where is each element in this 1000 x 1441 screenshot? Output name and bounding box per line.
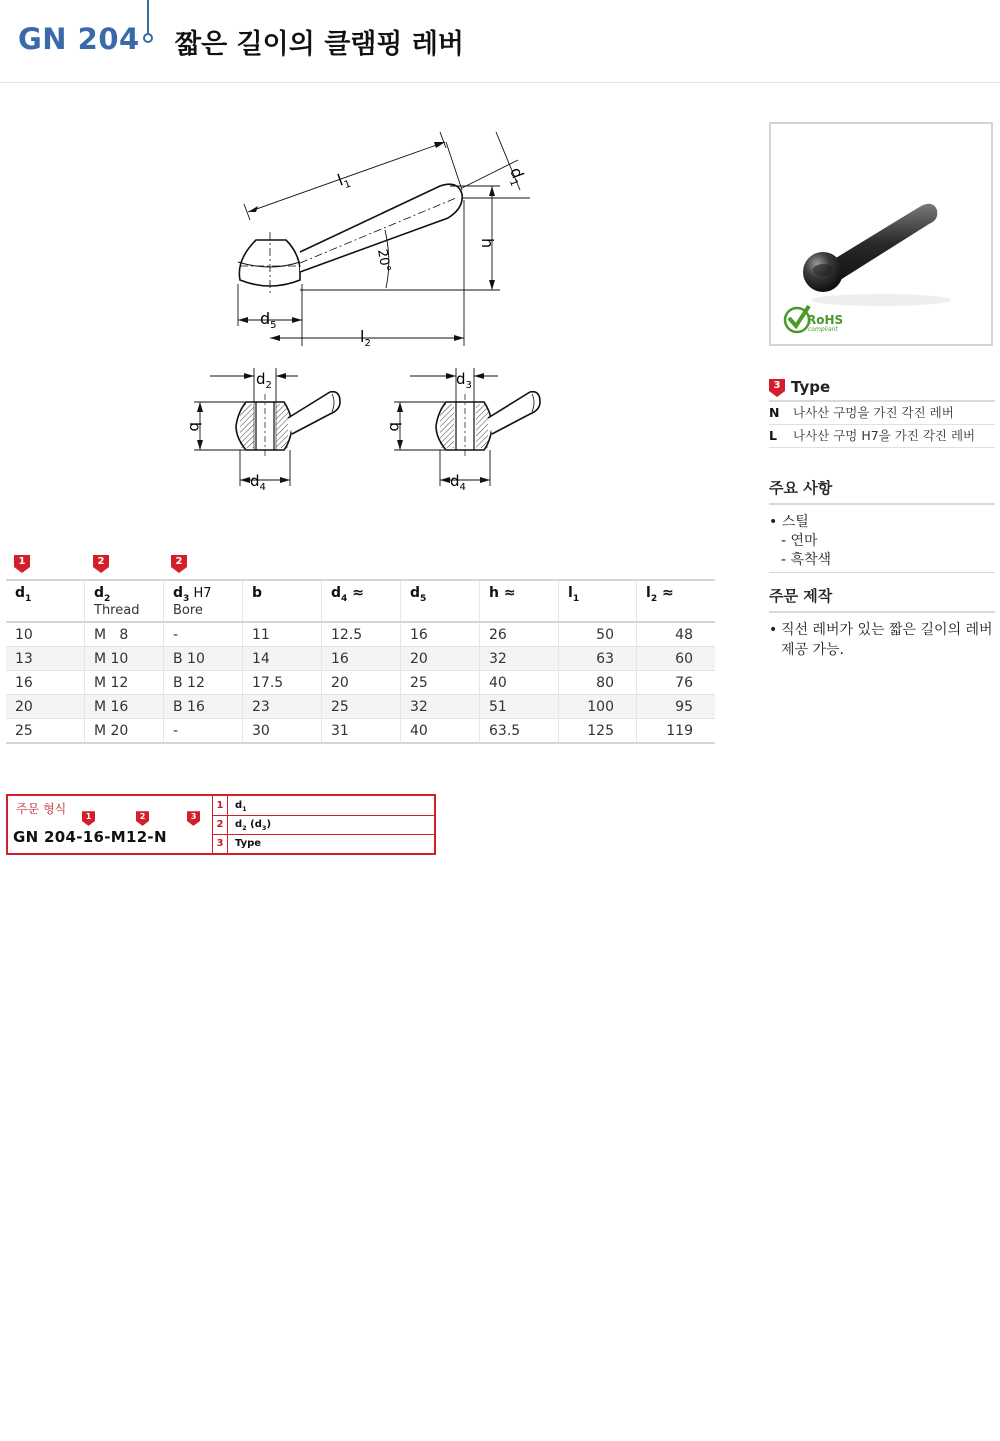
col-b: b xyxy=(243,580,322,622)
table-cell: 20 xyxy=(6,695,85,719)
table-cell: 125 xyxy=(559,719,637,744)
table-cell: 17.5 xyxy=(243,671,322,695)
page-title: 짧은 길이의 클램핑 레버 xyxy=(175,29,465,60)
table-cell: 23 xyxy=(243,695,322,719)
table-cell: M 20 xyxy=(85,719,164,744)
divider xyxy=(769,572,995,573)
svg-text:d2: $d_2$ xyxy=(256,370,272,391)
table-cell: 60 xyxy=(637,647,716,671)
features-title: 주요 사항 xyxy=(769,479,833,497)
svg-text:d4: $d_4$ xyxy=(250,472,266,493)
table-cell: - xyxy=(164,719,243,744)
table-cell: M 16 xyxy=(85,695,164,719)
table-cell: 32 xyxy=(401,695,480,719)
table-cell: 13 xyxy=(6,647,85,671)
d1-label: d xyxy=(506,164,528,181)
type-section-title: 3 Type xyxy=(769,378,995,397)
table-cell: 12.5 xyxy=(322,622,401,647)
table-cell: 100 xyxy=(559,695,637,719)
custom-order-title: 주문 제작 xyxy=(769,587,833,605)
table-cell: 50 xyxy=(559,622,637,647)
divider xyxy=(769,611,995,613)
order-legend-row: 1 $d_1$ xyxy=(213,796,435,816)
table-row xyxy=(6,647,715,671)
d4-label: d xyxy=(250,472,260,490)
svg-text:d5: $d_5$ xyxy=(260,309,277,331)
table-cell: 25 xyxy=(6,719,85,744)
table-cell: 119 xyxy=(637,719,716,744)
section-view-bore xyxy=(380,362,560,497)
table-cell: M 8 xyxy=(85,622,164,647)
table-cell: 63 xyxy=(559,647,637,671)
table-cell: 14 xyxy=(243,647,322,671)
table-cell: M 10 xyxy=(85,647,164,671)
col-d2: $d_2$ Thread xyxy=(85,580,164,622)
order-example-label: 주문 형식 xyxy=(16,802,67,816)
table-cell: 30 xyxy=(243,719,322,744)
b-label: b xyxy=(186,422,204,432)
table-cell: 48 xyxy=(637,622,716,647)
col-d4: $d_4$ ≈ xyxy=(322,580,401,622)
table-body xyxy=(6,622,715,743)
table-row xyxy=(6,695,715,719)
divider xyxy=(769,503,995,505)
table-cell: 16 xyxy=(401,622,480,647)
svg-text:compliant: compliant xyxy=(808,326,838,333)
d3-label: d xyxy=(456,370,466,388)
features-list xyxy=(769,513,995,570)
table-cell: - xyxy=(164,622,243,647)
section-view-thread xyxy=(180,362,360,497)
clamping-lever-image xyxy=(771,124,991,344)
table-cell: B 10 xyxy=(164,647,243,671)
order-legend-row: 3 Type xyxy=(213,834,435,853)
rohs-logo xyxy=(785,306,843,333)
type-row-l: L 나사산 구멍 H7을 가진 각진 레버 xyxy=(769,425,995,448)
table-cell: 76 xyxy=(637,671,716,695)
badge-2: 2 xyxy=(171,555,187,573)
svg-text:d1: $d_1$ xyxy=(506,164,528,188)
hub-outline xyxy=(239,240,300,286)
d4-label: d xyxy=(450,472,460,490)
table-row xyxy=(6,671,715,695)
l1-label: l xyxy=(334,170,346,190)
product-code: GN 204 xyxy=(18,22,140,56)
svg-text:l1: $l_1$ xyxy=(334,170,353,192)
badge-2: 2 xyxy=(136,811,152,829)
table-cell: 31 xyxy=(322,719,401,744)
svg-text:l2: $l_2$ xyxy=(360,327,371,349)
order-legend xyxy=(212,796,435,853)
table-cell: 40 xyxy=(401,719,480,744)
table-cell: 26 xyxy=(480,622,559,647)
table-cell: M 12 xyxy=(85,671,164,695)
table-cell: 10 xyxy=(6,622,85,647)
type-row-n: N 나사산 구멍을 가진 각진 레버 xyxy=(769,402,995,425)
list-item: - 연마 xyxy=(781,533,818,549)
table-cell: 20 xyxy=(322,671,401,695)
table-cell: 40 xyxy=(480,671,559,695)
order-legend-row: 2 $d_2$ $(d_3)$ xyxy=(213,815,435,835)
custom-order-note: • 직선 레버가 있는 짧은 길이의 레버 제공 가능. xyxy=(769,622,993,658)
table-cell: 20 xyxy=(401,647,480,671)
col-h: h ≈ xyxy=(480,580,559,622)
table-cell: 32 xyxy=(480,647,559,671)
header-divider-dot xyxy=(143,33,153,43)
col-d3: $d_3$ H7 Bore xyxy=(164,580,243,622)
h-label: h xyxy=(478,238,497,249)
table-row xyxy=(6,719,715,744)
table-cell: 63.5 xyxy=(480,719,559,744)
table-row xyxy=(6,622,715,647)
svg-text:d4: $d_4$ xyxy=(450,472,466,493)
dimension-table xyxy=(6,579,715,744)
table-cell: 16 xyxy=(322,647,401,671)
table-cell: 80 xyxy=(559,671,637,695)
b-label: b xyxy=(386,422,404,432)
table-cell: B 12 xyxy=(164,671,243,695)
d2-label: d xyxy=(256,370,266,388)
badge-3: 3 xyxy=(769,379,785,397)
col-d1: $d_1$ xyxy=(6,580,85,622)
badge-3: 3 xyxy=(187,811,203,829)
order-code: GN 204-16-M12-N xyxy=(13,828,167,846)
header-divider-line xyxy=(147,0,149,33)
svg-text:d3: $d_3$ xyxy=(456,370,472,391)
angle-label: 20° xyxy=(374,248,393,274)
svg-text:RoHS: RoHS xyxy=(807,313,844,327)
product-photo xyxy=(769,122,993,346)
col-l1: $l_1$ xyxy=(559,580,637,622)
table-header-row xyxy=(6,580,715,622)
column-badges xyxy=(6,555,716,577)
table-cell: 25 xyxy=(401,671,480,695)
l2-label: l xyxy=(360,327,365,346)
col-d5: $d_5$ xyxy=(401,580,480,622)
table-cell: 51 xyxy=(480,695,559,719)
table-cell: 95 xyxy=(637,695,716,719)
list-item: - 흑착색 xyxy=(781,552,832,568)
table-cell: 11 xyxy=(243,622,322,647)
table-cell: B 16 xyxy=(164,695,243,719)
table-cell: 16 xyxy=(6,671,85,695)
badge-1: 1 xyxy=(82,811,98,829)
table-cell: 25 xyxy=(322,695,401,719)
col-l2: $l_2$ ≈ xyxy=(637,580,716,622)
d5-label: d xyxy=(260,309,271,328)
lever-dimension-drawing xyxy=(200,120,560,360)
list-item: • 스틸 xyxy=(769,514,809,530)
badge-1: 1 xyxy=(14,555,30,573)
badge-2: 2 xyxy=(93,555,109,573)
